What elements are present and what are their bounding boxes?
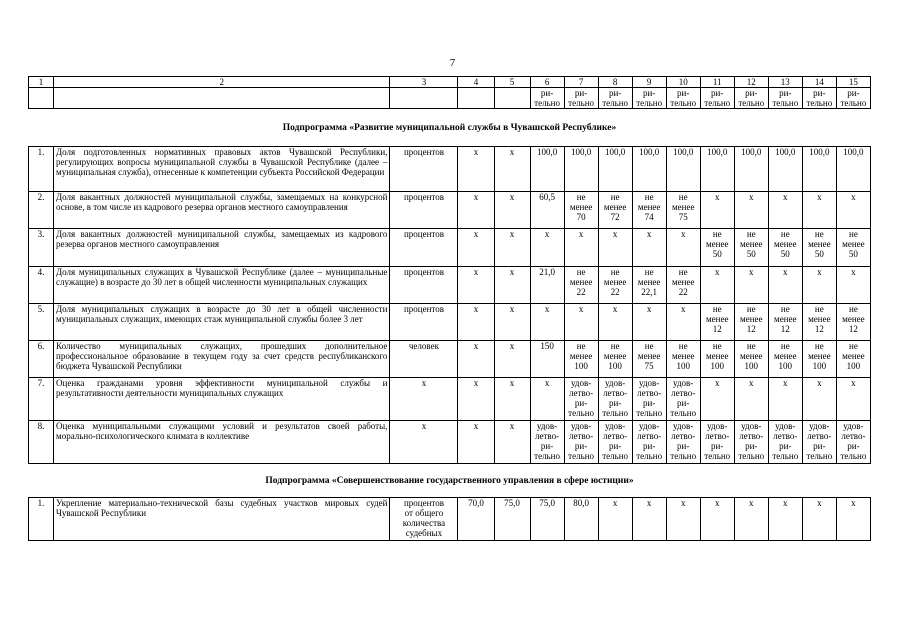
value-cell: удов- летво- ри- тельно — [768, 421, 802, 464]
value-cell: х — [802, 378, 836, 421]
header-suffix-cell — [29, 88, 54, 109]
unit-cell: процентов — [390, 192, 458, 229]
value-cell: не менее 12 — [768, 304, 802, 341]
value-cell: не менее 50 — [768, 229, 802, 267]
value-cell: х — [666, 229, 700, 267]
header-col-number: 11 — [700, 77, 734, 88]
value-cell: не менее 12 — [700, 304, 734, 341]
value-cell: 100,0 — [632, 147, 666, 192]
value-cell: х — [458, 304, 494, 341]
value-cell: х — [836, 192, 870, 229]
value-cell: удов- летво- ри- тельно — [734, 421, 768, 464]
indicator-name: Укрепление материально-технической базы судебных участков мировых судей Чувашской Республики — [54, 498, 390, 541]
value-cell: 60,5 — [530, 192, 564, 229]
value-cell: 100,0 — [836, 147, 870, 192]
value-cell: не менее 100 — [768, 341, 802, 378]
header-suffix-cell: ри- тельно — [632, 88, 666, 109]
value-cell: не менее 75 — [666, 192, 700, 229]
header-suffix-cell: ри- тельно — [666, 88, 700, 109]
value-cell: не менее 100 — [836, 341, 870, 378]
header-col-number: 4 — [458, 77, 494, 88]
value-cell: х — [836, 378, 870, 421]
row-number: 7. — [29, 378, 54, 421]
row-number: 5. — [29, 304, 54, 341]
header-suffix-cell: ри- тельно — [734, 88, 768, 109]
header-row — [29, 77, 871, 88]
value-cell: удов- летво- ри- тельно — [598, 378, 632, 421]
value-cell: х — [700, 267, 734, 304]
value-cell: не менее 22 — [598, 267, 632, 304]
value-cell: удов- летво- ри- тельно — [598, 421, 632, 464]
row-number: 1. — [29, 498, 54, 541]
row-number: 4. — [29, 267, 54, 304]
section-title-row — [29, 464, 871, 498]
value-cell: 100,0 — [768, 147, 802, 192]
header-col-number: 12 — [734, 77, 768, 88]
unit-cell: процентов от общего количества судебных — [390, 498, 458, 541]
value-cell: 75,0 — [530, 498, 564, 541]
value-cell: х — [564, 229, 598, 267]
value-cell: не менее 50 — [734, 229, 768, 267]
value-cell: х — [458, 341, 494, 378]
header-suffix-cell: ри- тельно — [530, 88, 564, 109]
unit-cell: процентов — [390, 267, 458, 304]
value-cell: х — [530, 229, 564, 267]
value-cell: не менее 70 — [564, 192, 598, 229]
value-cell: не менее 50 — [700, 229, 734, 267]
value-cell: 100,0 — [598, 147, 632, 192]
row-number: 8. — [29, 421, 54, 464]
value-cell: не менее 22 — [666, 267, 700, 304]
section-title: Подпрограмма «Развитие муниципальной службы в Чувашской Республике» — [29, 109, 871, 147]
value-cell: х — [802, 267, 836, 304]
value-cell: х — [666, 304, 700, 341]
header-col-number: 15 — [836, 77, 870, 88]
indicator-name: Доля муниципальных служащих в Чувашской Республике (далее – муниципальные служащие) в возрасте до 30 лет в общей численности муниципальных служащих — [54, 267, 390, 304]
indicator-name: Оценка гражданами уровня эффективности муниципальной службы и результативности деятельности муниципальных служащих — [54, 378, 390, 421]
value-cell: х — [768, 267, 802, 304]
table-row — [29, 421, 871, 464]
header-col-number: 14 — [802, 77, 836, 88]
value-cell: 21,0 — [530, 267, 564, 304]
header-col-number: 5 — [494, 77, 530, 88]
table-row — [29, 267, 871, 304]
value-cell: удов- летво- ри- тельно — [632, 421, 666, 464]
value-cell: не менее 12 — [802, 304, 836, 341]
indicator-name: Оценка муниципальными служащими условий и результатов своей работы, морально-психологического климата в коллективе — [54, 421, 390, 464]
indicator-name: Количество муниципальных служащих, прошедших дополнительное профессиональное образование в текущем году за счет средств республиканского бюджета Чувашской Республики — [54, 341, 390, 378]
section-title: Подпрограмма «Совершенствование государственного управления в сфере юстиции» — [29, 464, 871, 498]
header-col-number: 3 — [390, 77, 458, 88]
header-col-number: 9 — [632, 77, 666, 88]
header-col-number: 8 — [598, 77, 632, 88]
value-cell: х — [494, 147, 530, 192]
value-cell: удов- летво- ри- тельно — [564, 378, 598, 421]
value-cell: удов- летво- ри- тельно — [666, 378, 700, 421]
value-cell: х — [494, 378, 530, 421]
value-cell: х — [734, 267, 768, 304]
value-cell: 100,0 — [734, 147, 768, 192]
value-cell: х — [458, 192, 494, 229]
value-cell: удов- летво- ри- тельно — [564, 421, 598, 464]
value-cell: х — [734, 192, 768, 229]
row-number: 2. — [29, 192, 54, 229]
value-cell: не менее 75 — [632, 341, 666, 378]
value-cell: х — [836, 498, 870, 541]
value-cell: 70,0 — [458, 498, 494, 541]
table-row — [29, 229, 871, 267]
value-cell: х — [802, 498, 836, 541]
value-cell: х — [564, 304, 598, 341]
value-cell: не менее 22,1 — [632, 267, 666, 304]
value-cell: х — [734, 378, 768, 421]
header-suffix-cell: ри- тельно — [564, 88, 598, 109]
value-cell: не менее 22 — [564, 267, 598, 304]
value-cell: х — [598, 304, 632, 341]
value-cell: х — [494, 192, 530, 229]
value-cell: х — [700, 192, 734, 229]
header-col-number: 6 — [530, 77, 564, 88]
header-suffix-cell — [390, 88, 458, 109]
value-cell: х — [458, 147, 494, 192]
value-cell: не менее 100 — [666, 341, 700, 378]
value-cell: 100,0 — [802, 147, 836, 192]
value-cell: х — [768, 378, 802, 421]
indicator-name: Доля вакантных должностей муниципальной службы, замещаемых из кадрового резерва органов местного самоуправления — [54, 229, 390, 267]
unit-cell: процентов — [390, 147, 458, 192]
value-cell: 100,0 — [564, 147, 598, 192]
unit-cell: процентов — [390, 229, 458, 267]
header-suffix-cell: ри- тельно — [700, 88, 734, 109]
indicator-name: Доля подготовленных нормативных правовых актов Чувашской Республики, регулирующих вопросы муниципальной службы в Чувашской Республике (далее – муниципальная служба), отнесенные к компетенции субъекта Российской Федерации — [54, 147, 390, 192]
table-row — [29, 192, 871, 229]
value-cell: 75,0 — [494, 498, 530, 541]
indicators-table — [28, 76, 871, 541]
table-row — [29, 304, 871, 341]
section-title-row — [29, 109, 871, 147]
value-cell: х — [494, 341, 530, 378]
value-cell: не менее 12 — [836, 304, 870, 341]
value-cell: х — [458, 421, 494, 464]
value-cell: х — [632, 229, 666, 267]
value-cell: х — [632, 304, 666, 341]
header-suffix-cell: ри- тельно — [802, 88, 836, 109]
unit-cell: человек — [390, 341, 458, 378]
value-cell: не менее 50 — [802, 229, 836, 267]
value-cell: 150 — [530, 341, 564, 378]
header-suffix-row — [29, 88, 871, 109]
value-cell: х — [768, 498, 802, 541]
indicator-name: Доля вакантных должностей муниципальной службы, замещаемых на конкурсной основе, в том числе из кадрового резерва органов местного самоуправления — [54, 192, 390, 229]
unit-cell: х — [390, 378, 458, 421]
indicator-name: Доля муниципальных служащих в возрасте до 30 лет в общей численности муниципальных служащих, имеющих стаж муниципальной службы более 3 лет — [54, 304, 390, 341]
header-col-number: 7 — [564, 77, 598, 88]
unit-cell: х — [390, 421, 458, 464]
header-col-number: 1 — [29, 77, 54, 88]
value-cell: х — [494, 229, 530, 267]
value-cell: х — [530, 304, 564, 341]
value-cell: х — [494, 267, 530, 304]
value-cell: удов- летво- ри- тельно — [530, 421, 564, 464]
value-cell: х — [666, 498, 700, 541]
value-cell: удов- летво- ри- тельно — [802, 421, 836, 464]
header-suffix-cell: ри- тельно — [836, 88, 870, 109]
value-cell: не менее 100 — [700, 341, 734, 378]
value-cell: х — [458, 267, 494, 304]
table-row — [29, 147, 871, 192]
row-number: 1. — [29, 147, 54, 192]
value-cell: х — [768, 192, 802, 229]
row-number: 3. — [29, 229, 54, 267]
value-cell: не менее 100 — [734, 341, 768, 378]
header-suffix-cell — [494, 88, 530, 109]
table-row — [29, 498, 871, 541]
value-cell: х — [598, 229, 632, 267]
value-cell: удов- летво- ри- тельно — [700, 421, 734, 464]
value-cell: удов- летво- ри- тельно — [632, 378, 666, 421]
value-cell: не менее 100 — [598, 341, 632, 378]
value-cell: не менее 50 — [836, 229, 870, 267]
row-number: 6. — [29, 341, 54, 378]
value-cell: не менее 72 — [598, 192, 632, 229]
value-cell: х — [494, 421, 530, 464]
value-cell: х — [700, 378, 734, 421]
header-col-number: 2 — [54, 77, 390, 88]
unit-cell: процентов — [390, 304, 458, 341]
header-suffix-cell — [54, 88, 390, 109]
value-cell: х — [598, 498, 632, 541]
header-suffix-cell: ри- тельно — [768, 88, 802, 109]
header-col-number: 13 — [768, 77, 802, 88]
value-cell: х — [494, 304, 530, 341]
value-cell: удов- летво- ри- тельно — [836, 421, 870, 464]
value-cell: х — [700, 498, 734, 541]
value-cell: не менее 12 — [734, 304, 768, 341]
value-cell: 100,0 — [666, 147, 700, 192]
header-suffix-cell: ри- тельно — [598, 88, 632, 109]
table-row — [29, 378, 871, 421]
value-cell: х — [530, 378, 564, 421]
value-cell: не менее 100 — [802, 341, 836, 378]
page-number: 7 — [449, 57, 456, 69]
value-cell: 100,0 — [530, 147, 564, 192]
value-cell: х — [734, 498, 768, 541]
header-col-number: 10 — [666, 77, 700, 88]
value-cell: не менее 74 — [632, 192, 666, 229]
header-suffix-cell — [458, 88, 494, 109]
value-cell: не менее 100 — [564, 341, 598, 378]
value-cell: удов- летво- ри- тельно — [666, 421, 700, 464]
value-cell: х — [458, 229, 494, 267]
value-cell: х — [458, 378, 494, 421]
value-cell: х — [836, 267, 870, 304]
value-cell: 100,0 — [700, 147, 734, 192]
value-cell: х — [632, 498, 666, 541]
value-cell: 80,0 — [564, 498, 598, 541]
table-row — [29, 341, 871, 378]
value-cell: х — [802, 192, 836, 229]
